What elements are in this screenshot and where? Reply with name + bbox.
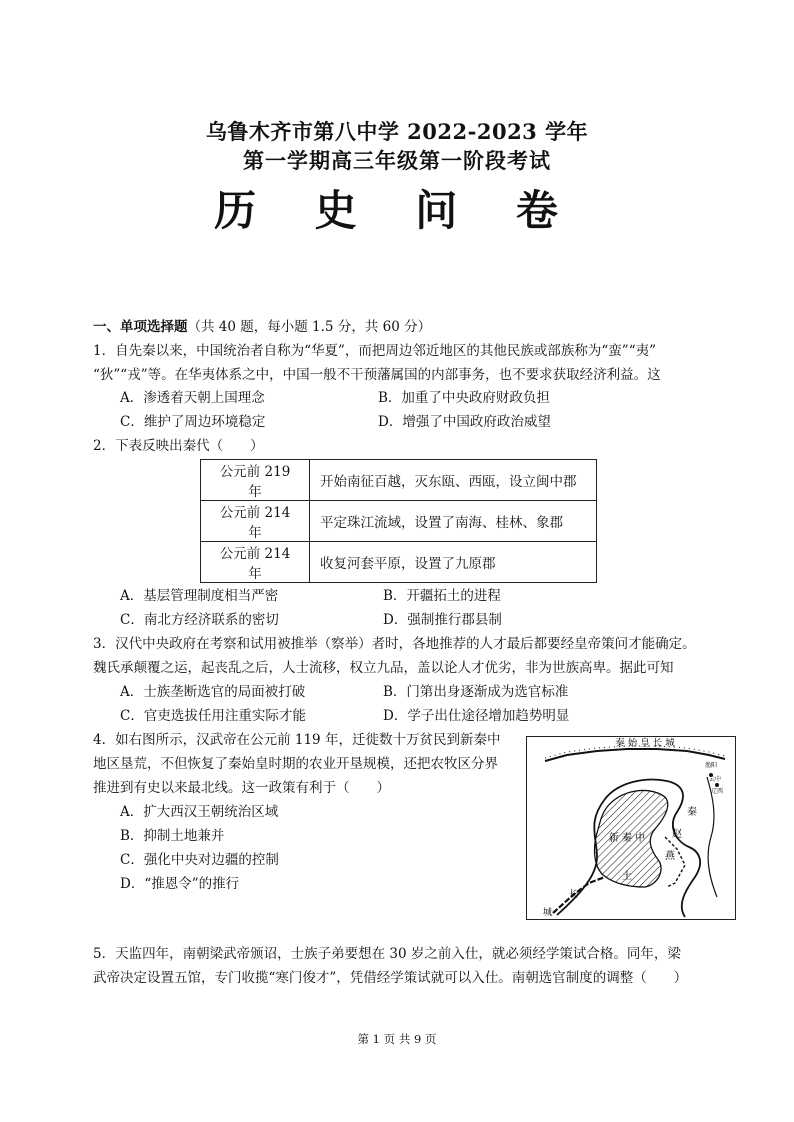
table-row [201, 460, 597, 501]
q4-option-c: C．强化中央对边疆的控制 [120, 852, 279, 868]
map-drawing [527, 737, 735, 919]
q2-option-b: B．开疆拓土的进程 [383, 588, 501, 604]
qin-great-wall-line [545, 749, 725, 761]
q3-option-d: D．学子出仕途径增加趋势明显 [383, 708, 570, 724]
page-footer: 第 1 页 共 9 页 [357, 1032, 437, 1046]
q4-option-b: B．抑制土地兼并 [120, 828, 225, 844]
map-label-small-1: 渔阳 [705, 762, 718, 769]
q1-option-b: B．加重了中央政府财政负担 [378, 390, 550, 406]
table-cell-event: 开始南征百越，灭东瓯、西瓯，设立闽中郡 [310, 460, 597, 501]
q2-option-a: A．基层管理制度相当严密 [120, 588, 279, 604]
q5-stem-line1: 5．天监四年，南朝梁武帝颁诏，士族子弟要想在 30 岁之前入仕，就必须经学策试合格。同年，梁 [93, 946, 681, 962]
table-row [201, 501, 597, 542]
exam-title-subject: 历 史 问 卷 [214, 186, 580, 235]
map-label-zhao: 赵 [672, 829, 682, 840]
q1-option-a: A．渗透着天朝上国理念 [120, 390, 265, 406]
table-cell-year: 公元前 214 年 [201, 542, 310, 583]
table-cell-year: 公元前 219 年 [201, 460, 310, 501]
q3-option-b: B．门第出身逐渐成为选官标准 [383, 684, 569, 700]
q4-stem-line2: 地区垦荒，不但恢复了秦始皇时期的农业开垦规模，还把农牧区分界 [93, 756, 498, 772]
q2-table [200, 459, 597, 583]
q1-option-c: C．维护了周边环境稳定 [120, 414, 266, 430]
q3-option-c: C．官吏选拔任用注重实际才能 [120, 708, 306, 724]
map-label-tu: 土 [622, 871, 632, 882]
map-label-region: 新 秦 中 [608, 833, 646, 844]
q3-option-a: A．士族垄断选官的局面被打破 [120, 684, 306, 700]
map-label-lower-wall-1: 长 [569, 890, 579, 900]
map-label-qin: 秦 [687, 807, 697, 818]
section-note: （共 40 题，每小题 1.5 分，共 60 分） [187, 319, 432, 335]
map-label-small-2: 云中 [709, 776, 722, 783]
q1-stem-line2: “狄”“戎”等。在华夷体系之中，中国一般不干预藩属国的内部事务，也不要求获取经济利益。这 [93, 367, 661, 383]
table-cell-event: 平定珠江流域，设置了南海、桂林、象郡 [310, 501, 597, 542]
q4-stem-line3: 推进到有史以来最北线。这一政策有利于（ ） [93, 780, 390, 796]
table-row [201, 542, 597, 583]
table-cell-year: 公元前 214 年 [201, 501, 310, 542]
table-cell-event: 收复河套平原，设置了九原郡 [310, 542, 597, 583]
q5-stem-line2: 武帝决定设置五馆，专门收揽“寒门俊才”，凭借经学策试就可以入仕。南朝选官制度的调整（ ） [93, 970, 688, 986]
q2-stem: 2．下表反映出秦代（ ） [93, 438, 264, 454]
q2-option-c: C．南北方经济联系的密切 [120, 612, 279, 628]
q3-stem-line2: 魏氏承颠覆之运，起丧乱之后，人士流移，权立九品，盖以论人才优劣，非为世族高卑。据此可知 [93, 660, 674, 676]
section-heading [93, 318, 431, 336]
map-label-lower-wall-2: 城 [543, 908, 553, 918]
q4-option-d: D．“推恩令”的推行 [120, 876, 240, 892]
q4-stem-line1: 4．如右图所示，汉武帝在公元前 119 年，迁徙数十万贫民到新秦中 [93, 732, 501, 748]
q4-map [526, 736, 736, 920]
q3-stem-line1: 3．汉代中央政府在考察和试用被推举（察举）者时，各地推荐的人才最后都要经皇帝策问才能确定。 [93, 636, 696, 652]
exam-title-line2: 第一学期高三年级第一阶段考试 [243, 148, 551, 173]
q4-option-a: A．扩大西汉王朝统治区域 [120, 804, 279, 820]
q1-stem-line1: 1．自先秦以来，中国统治者自称为“华夏”，而把周边邻近地区的其他民族或部族称为“蛮”“夷” [93, 343, 656, 359]
lower-wall-line [553, 877, 605, 913]
q2-option-d: D．强制推行郡县制 [383, 612, 502, 628]
map-label-small-3: 辽西 [711, 788, 724, 795]
map-label-top-wall: 秦 始 皇 长 城 [615, 738, 675, 749]
section-title: 一、单项选择题 [93, 319, 188, 335]
q1-option-d: D．增强了中国政府政治威望 [378, 414, 551, 430]
map-label-yan: 燕 [665, 851, 675, 862]
exam-title-line1: 乌鲁木齐市第八中学 2022-2023 学年 [205, 119, 589, 144]
